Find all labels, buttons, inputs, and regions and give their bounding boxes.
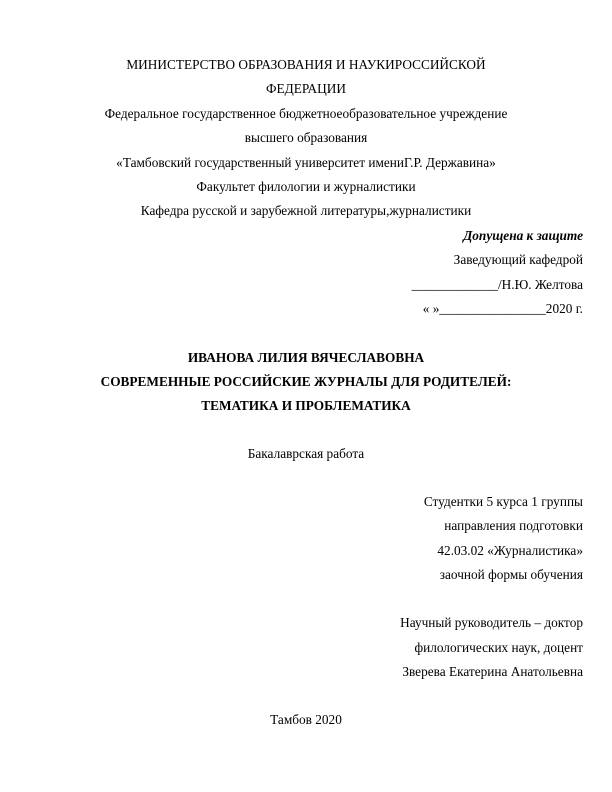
student-info-line-1: Студентки 5 курса 1 группы	[423, 494, 583, 509]
thesis-title-line-1: СОВРЕМЕННЫЕ РОССИЙСКИЕ ЖУРНАЛЫ ДЛЯ РОДИТЕЛЕЙ:	[100, 374, 512, 389]
ministry-line-2: ФЕДЕРАЦИИ	[266, 81, 346, 96]
approval-signature: _____________/Н.Ю. Желтова	[411, 277, 583, 292]
university-name: «Тамбовский государственный университет имениГ.Р. Державина»	[116, 155, 496, 170]
city-year: Тамбов 2020	[270, 712, 342, 727]
department-name: Кафедра русской и зарубежной литературы,журналистики	[140, 203, 472, 218]
institution-line-2: высшего образования	[244, 130, 368, 145]
student-info-line-3: 42.03.02 «Журналистика»	[437, 543, 583, 558]
student-info-line-2: направления подготовки	[444, 518, 583, 533]
thesis-title-line-2: ТЕМАТИКА И ПРОБЛЕМАТИКА	[201, 398, 411, 413]
supervisor-line-2: филологических наук, доцент	[414, 640, 583, 655]
approval-date: « »________________2020 г.	[422, 301, 583, 316]
supervisor-line-3: Зверева Екатерина Анатольевна	[402, 664, 583, 679]
work-type: Бакалаврская работа	[247, 446, 365, 461]
institution-line-1: Федеральное государственное бюджетноеобразовательное учреждение	[104, 106, 508, 121]
approval-status: Допущена к защите	[463, 228, 583, 243]
faculty-name: Факультет филологии и журналистики	[196, 179, 416, 194]
student-info-line-4: заочной формы обучения	[439, 567, 583, 582]
approval-role: Заведующий кафедрой	[453, 252, 583, 267]
ministry-line-1: МИНИСТЕРСТВО ОБРАЗОВАНИЯ И НАУКИРОССИЙСКОЙ	[126, 57, 486, 72]
supervisor-line-1: Научный руководитель – доктор	[400, 615, 583, 630]
author-name: ИВАНОВА ЛИЛИЯ ВЯЧЕСЛАВОВНА	[187, 350, 425, 365]
